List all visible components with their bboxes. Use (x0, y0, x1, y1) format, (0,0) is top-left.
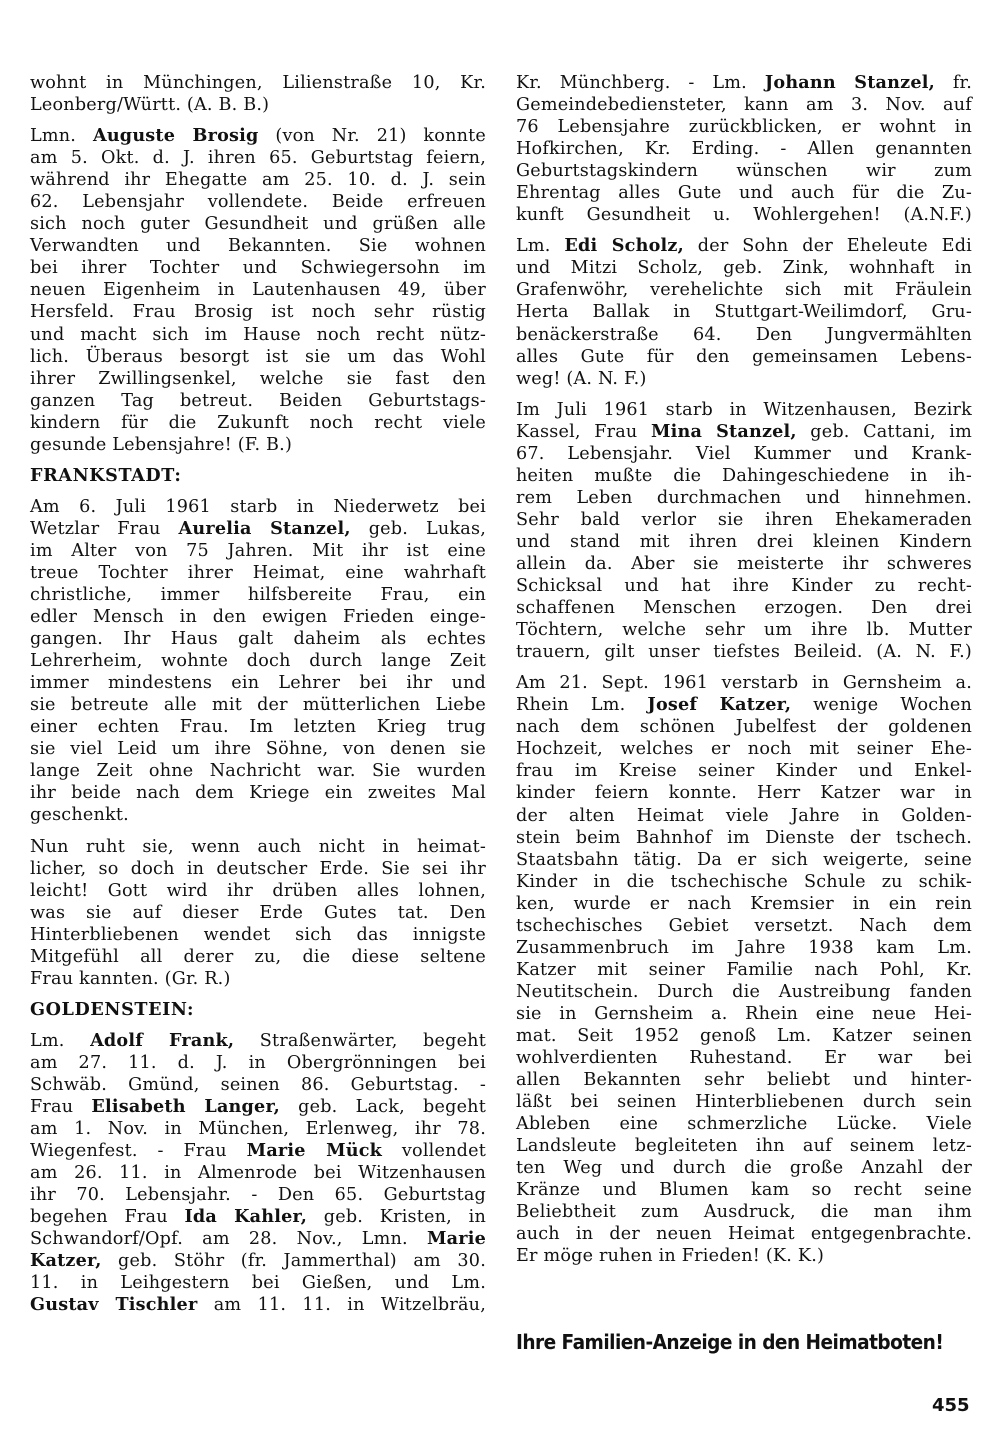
text-fragment: Kassel, Frau (516, 421, 638, 442)
text-line: am 26. 11. in Almenrode bei Witzenhausen (30, 1163, 486, 1184)
text-line: am 5. Okt. d. J. ihren 65. Geburtstag feiern, (30, 148, 486, 169)
text-line: einer echten Frau. Im letzten Krieg trug (30, 717, 486, 738)
person-name: Auguste Brosig (92, 125, 259, 147)
text-fragment: Kr. Münchberg. - Lm. (516, 73, 747, 93)
text-line: Er möge ruhen in Frieden! (K. K.) (516, 1246, 825, 1267)
text-line: allen Bekannten sehr beliebt und hinter- (516, 1070, 972, 1091)
section-heading-goldenstein: GOLDENSTEIN: (30, 998, 195, 1020)
text-line: auch in der neuen Heimat entgegenbrachte. (516, 1224, 972, 1245)
left-column (30, 72, 486, 1325)
text-line: Leonberg/Württ. (A. B. B.) (30, 95, 270, 116)
text-line: ganzen Tag betreut. Beiden Geburtstags- (30, 390, 486, 411)
text-line: neuen Eigenheim in Lautenhausen 49, über (30, 280, 486, 301)
text-line: sie viel Leid um ihre Söhne, von denen sie (30, 739, 486, 760)
person-name: Aurelia Stanzel, (178, 517, 351, 539)
text-line: alles Gute für den gemeinsamen Lebens- (516, 346, 972, 367)
person-name: Marie Mück (246, 1140, 383, 1162)
family-ad-banner: Ihre Familien-Anzeige in den Heimatboten! (516, 1330, 944, 1354)
text-line: Nun ruht sie, wenn auch nicht in heimat- (30, 836, 486, 857)
text-line: was sie auf dieser Erde Gutes tat. Den (30, 902, 486, 923)
text-line: am 27. 11. d. J. in Obergrönningen bei (30, 1052, 486, 1073)
text-fragment: Lm. (516, 236, 551, 257)
text-line: Ehrentag alles Gute und auch für die Zu- (516, 183, 972, 204)
text-line: licher, so doch in deutscher Erde. Sie sei ihr (30, 858, 486, 879)
paragraph-johann-stanzel (516, 72, 972, 226)
text-line: 62. Lebensjahr vollendete. Beide erfreuen (30, 192, 486, 213)
text-line: ken, wurde er nach Kremsier in ein rein (516, 893, 972, 914)
text-fragment: geb. Lack, begeht (298, 1096, 486, 1117)
text-line: und stand mit ihren drei kleinen Kindern (516, 531, 972, 552)
text-line (30, 1250, 486, 1272)
text-line: nach dem schönen Jubelfest der goldenen (516, 717, 972, 738)
text-fragment: Frau (30, 1096, 74, 1117)
text-fragment: fr. (952, 73, 973, 93)
text-line: Gemeindebediensteter, kann am 3. Nov. auf (516, 95, 972, 116)
text-line: 67. Lebensjahr. Viel Kummer und Krank- (516, 443, 972, 464)
text-line: weg! (A. N. F.) (516, 368, 647, 389)
text-line (30, 518, 486, 540)
paragraph-goldenstein-birthdays (30, 1030, 486, 1317)
text-line: christliche, immer hilfsbereite Frau, ein (30, 584, 486, 605)
text-line: immer mindestens ein Lehrer bei ihr und (30, 673, 486, 694)
paragraph-address-continuation (30, 72, 486, 116)
text-line: Zusammenbruch im Jahre 1938 kam Lm. (516, 937, 972, 958)
person-name: Mina Stanzel, (650, 420, 797, 442)
text-line: Herta Ballak in Stuttgart-Weilimdorf, Gru- (516, 302, 972, 323)
text-line (516, 421, 972, 443)
text-line: Kinder in die tschechische Schule zu schik- (516, 871, 972, 892)
text-line: wohnt in Münchingen, Lilienstraße 10, Kr. (30, 73, 486, 93)
person-name: Marie (426, 1228, 487, 1250)
text-line (30, 1030, 486, 1052)
text-line: und Mitzi Scholz, geb. Zink, wohnhaft in (516, 258, 972, 279)
text-line: sie in Gernsheim a. Rhein eine neue Hei- (516, 1003, 972, 1024)
text-line: während ihr Ehegatte am 25. 10. d. J. sein (30, 170, 486, 191)
text-line: Töchtern, welche sehr um ihre lb. Mutter (516, 620, 972, 641)
text-fragment: geb. Stöhr (fr. Jammerthal) am 30. (118, 1251, 486, 1272)
text-line: Geburtstagskindern wünschen wir zum (516, 161, 972, 182)
text-line: ihr 70. Lebensjahr. - Den 65. Geburtstag (30, 1185, 486, 1206)
text-line: sie betreute alle mit der mütterlichen Liebe (30, 695, 486, 716)
text-fragment: der Sohn der Eheleute Edi (697, 236, 972, 257)
text-line: Hersfeld. Frau Brosig ist noch sehr rüstig (30, 302, 486, 323)
text-line: 11. in Leihgestern bei Gießen, und Lm. (30, 1273, 486, 1294)
text-line: Ableben eine schmerzliche Lücke. Viele (516, 1114, 972, 1135)
text-line: Grafenwöhr, verehelichte sich mit Fräulein (516, 280, 972, 301)
text-line: leicht! Gott wird ihr drüben alles lohnen, (30, 880, 486, 901)
right-column (516, 72, 972, 1276)
paragraph-edi-scholz (516, 235, 972, 389)
text-line: mat. Seit 1952 genoß Lm. Katzer seinen (516, 1025, 972, 1046)
text-line: tschechisches Gebiet versetzt. Nach dem (516, 915, 972, 936)
text-line: allein da. Aber sie meisterte ihr schweres (516, 553, 972, 574)
text-line: Sehr bald verlor sie ihren Ehekameraden (516, 509, 972, 530)
paragraph-aurelia-stanzel (30, 496, 486, 827)
text-line: Verwandten und Bekannten. Sie wohnen (30, 236, 486, 257)
text-line: Beliebtheit zum Ausdruck, die man ihm (516, 1202, 972, 1223)
person-name: Katzer, (30, 1250, 102, 1272)
text-fragment: Wiegenfest. - Frau (30, 1141, 227, 1162)
text-line (516, 72, 972, 94)
text-fragment: (von Nr. 21) konnte (275, 126, 487, 147)
text-line: Am 21. Sept. 1961 verstarb in Gernsheim a. (516, 673, 972, 694)
text-line: im Alter von 75 Jahren. Mit ihr ist eine (30, 540, 486, 561)
text-line (516, 694, 972, 716)
text-line: gangen. Ihr Haus galt daheim als echtes (30, 629, 486, 650)
text-line (30, 1096, 486, 1118)
person-name: Gustav Tischler (30, 1294, 198, 1316)
text-line: ihr beide nach dem Kriege ein zweites Mal (30, 783, 486, 804)
text-fragment: Rhein Lm. (516, 695, 626, 716)
text-line: schaffenen Menschen erzogen. Den drei (516, 598, 972, 619)
text-line: edler Mensch in den ewigen Frieden einge- (30, 607, 486, 628)
text-line: Schwäb. Gmünd, seinen 86. Geburtstag. - (30, 1074, 486, 1095)
text-line: heiten mußte die Dahingeschiedene in ih- (516, 465, 972, 486)
paragraph-josef-katzer (516, 672, 972, 1267)
text-line: Hochzeit, welches er noch mit seiner Ehe- (516, 739, 972, 760)
text-fragment: Lmn. (30, 126, 77, 147)
text-line (30, 1294, 486, 1316)
text-line: benäckerstraße 64. Den Jungvermählten (516, 324, 972, 345)
text-line: läßt bei seinen Hinterbliebenen durch sein (516, 1092, 972, 1113)
text-line (516, 235, 972, 257)
text-line: und macht sich im Hause noch recht nütz- (30, 324, 486, 345)
paragraph-nun-ruht-sie (30, 836, 486, 990)
text-line: Hinterbliebenen wendet sich das innigste (30, 924, 486, 945)
text-line: rem Leben durchmachen und hinnehmen. (516, 487, 972, 508)
person-name: Elisabeth Langer, (91, 1095, 280, 1117)
text-fragment: am 11. 11. in Witzelbräu, (213, 1295, 487, 1316)
text-line: kinder feiern konnte. Herr Katzer war in (516, 783, 972, 804)
person-name: Johann Stanzel, (764, 72, 935, 93)
text-fragment: Schwandorf/Opf. am 28. Nov., Lmn. (30, 1229, 408, 1250)
text-line (30, 125, 486, 147)
person-name: Edi Scholz, (564, 235, 684, 257)
text-line: Staatsbahn tätig. Da er sich weigerte, seine (516, 849, 972, 870)
text-fragment: begehen Frau (30, 1207, 168, 1228)
text-fragment: Lm. (30, 1030, 65, 1051)
text-line: lange Zeit ohne Nachricht war. Sie wurden (30, 761, 486, 782)
text-fragment: geb. Lukas, (368, 518, 487, 539)
text-line: am 1. Nov. in München, Erlenweg, ihr 78. (30, 1119, 486, 1140)
text-line: wohlverdienten Ruhestand. Er war bei (516, 1048, 972, 1069)
text-line: frau im Kreise seiner Kinder und Enkel- (516, 761, 972, 782)
text-fragment: Wetzlar Frau (30, 518, 161, 539)
text-line: Schicksal und hat ihre Kinder zu recht- (516, 576, 972, 597)
text-line: kindern für die Zukunft noch recht viele (30, 412, 486, 433)
person-name: Ida Kahler, (184, 1206, 308, 1228)
text-line: Katzer mit seiner Familie nach Pohl, Kr. (516, 959, 972, 980)
text-line: sich noch guter Gesundheit und grüßen alle (30, 214, 486, 235)
text-line: Hofkirchen, Kr. Erding. - Allen genannten (516, 139, 972, 160)
text-line: Neutitschein. Durch die Austreibung fanden (516, 981, 972, 1002)
text-line: bei ihrer Tochter und Schwiegersohn im (30, 258, 486, 279)
text-line: gesunde Lebensjahre! (F. B.) (30, 434, 293, 455)
text-line: der alten Heimat viele Jahre in Golden- (516, 805, 972, 826)
text-line: lich. Überaus besorgt ist sie um das Wohl (30, 346, 486, 367)
text-line: trauern, gilt unser tiefstes Beileid. (A. N. F.) (516, 642, 972, 663)
text-line: Landsleute begleiteten ihn auf seinem letz- (516, 1136, 972, 1157)
section-heading-frankstadt: FRANKSTADT: (30, 464, 182, 486)
text-line: geschenkt. (30, 805, 129, 826)
text-line: 76 Lebensjahre zurückblicken, er wohnt in (516, 117, 972, 138)
text-line: ten Weg und durch die große Anzahl der (516, 1158, 972, 1179)
text-line: Frau kannten. (Gr. R.) (30, 968, 231, 989)
text-line: kunft Gesundheit u. Wohlergehen! (A.N.F.) (516, 205, 972, 226)
text-fragment: wenige Wochen (813, 695, 972, 716)
person-name: Josef Katzer, (647, 694, 792, 716)
text-fragment: Straßenwärter, begeht (259, 1030, 486, 1051)
page-number: 455 (932, 1395, 970, 1416)
text-line: ihrer Zwillingsenkel, welche sie fast den (30, 368, 486, 389)
text-fragment: geb. Kristen, in (323, 1207, 487, 1228)
text-line (30, 1206, 486, 1228)
text-line: Am 6. Juli 1961 starb in Niederwetz bei (30, 496, 486, 517)
text-line: Kränze und Blumen kam so recht seine (516, 1180, 972, 1201)
paragraph-mina-stanzel (516, 399, 972, 664)
text-fragment: geb. Cattani, im (810, 421, 973, 442)
text-line (30, 1228, 486, 1250)
text-line: treue Tochter ihrer Heimat, eine wahrhaft (30, 562, 486, 583)
paragraph-auguste-brosig (30, 125, 486, 456)
text-line: stein beim Bahnhof im Dienste der tschech. (516, 827, 972, 848)
text-fragment: vollendet (401, 1141, 486, 1162)
person-name: Adolf Frank, (90, 1029, 235, 1051)
text-line (30, 1140, 486, 1162)
text-line: Lehrerheim, wohnte doch durch lange Zeit (30, 651, 486, 672)
text-line: Mitgefühl all derer zu, die diese seltene (30, 946, 486, 967)
text-line: Im Juli 1961 starb in Witzenhausen, Bezirk (516, 399, 972, 420)
